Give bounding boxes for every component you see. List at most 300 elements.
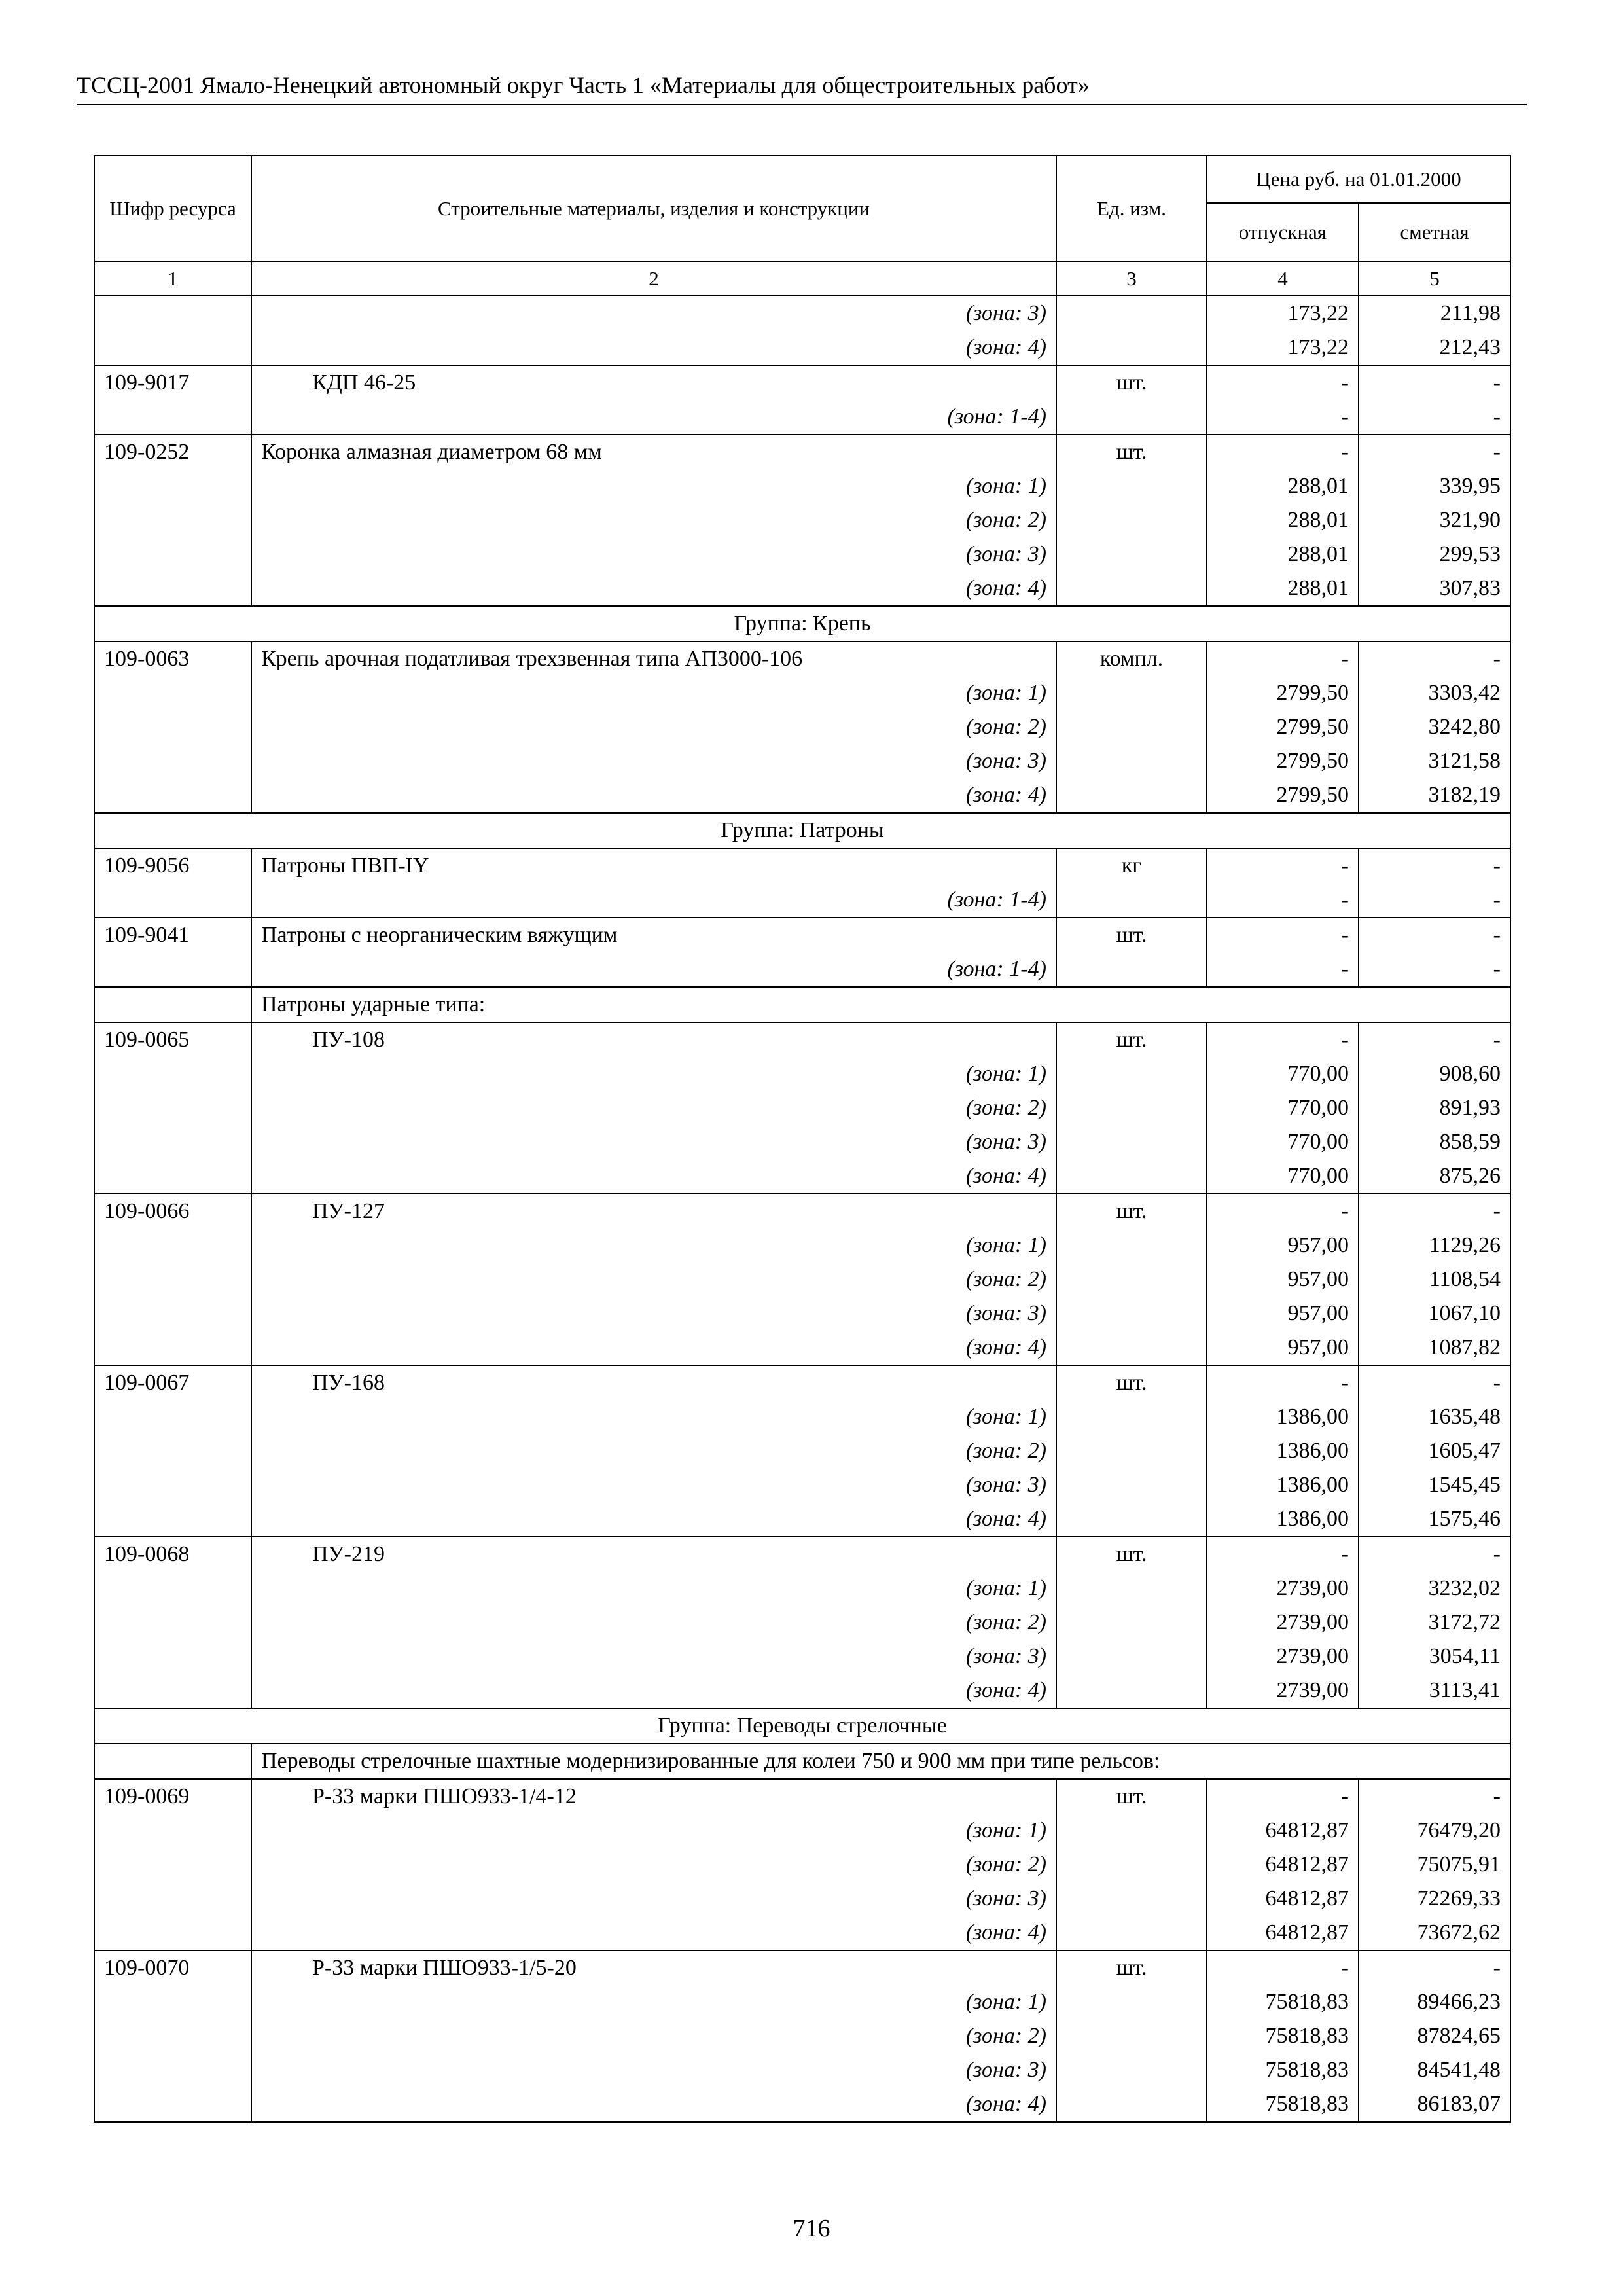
resource-code (94, 2053, 251, 2087)
unit-cell (1056, 1640, 1207, 1674)
release-price: 75818,83 (1207, 2053, 1359, 2087)
release-price: 770,00 (1207, 1159, 1359, 1194)
zone-label: (зона: 3) (251, 1125, 1056, 1159)
col-header-price: Цена руб. на 01.01.2000 (1207, 156, 1510, 203)
zone-label: (зона: 1) (251, 1985, 1056, 2019)
estimate-price: 1635,48 (1359, 1400, 1510, 1434)
release-price: 770,00 (1207, 1091, 1359, 1125)
unit-cell (1056, 1434, 1207, 1468)
unit-cell (1056, 1985, 1207, 2019)
zone-row (94, 1674, 1510, 1708)
zone-label: (зона: 1-4) (251, 952, 1056, 987)
unit-cell: кг (1056, 848, 1207, 883)
col-number: 4 (1207, 262, 1359, 296)
estimate-price: - (1359, 435, 1510, 469)
resource-code (94, 1605, 251, 1640)
zone-row (94, 1916, 1510, 1950)
estimate-price: 72269,33 (1359, 1882, 1510, 1916)
zone-label: (зона: 1) (251, 1057, 1056, 1091)
release-price: - (1207, 400, 1359, 435)
unit-cell (1056, 331, 1207, 365)
resource-code: 109-0066 (94, 1194, 251, 1229)
zone-row (94, 1400, 1510, 1434)
release-price: - (1207, 435, 1359, 469)
unit-cell: шт. (1056, 1537, 1207, 1571)
table-row (94, 1779, 1510, 1814)
zone-label: (зона: 4) (251, 1502, 1056, 1537)
unit-cell (1056, 1916, 1207, 1950)
zone-label: (зона: 4) (251, 1159, 1056, 1194)
zone-label: (зона: 1-4) (251, 883, 1056, 918)
unit-cell (1056, 1571, 1207, 1605)
release-price: 75818,83 (1207, 2087, 1359, 2122)
zone-label: (зона: 1) (251, 1400, 1056, 1434)
unit-cell (1056, 1125, 1207, 1159)
zone-row (94, 1605, 1510, 1640)
estimate-price: 86183,07 (1359, 2087, 1510, 2122)
subheader-text: Переводы стрелочные шахтные модернизированные для колеи 750 и 900 мм при типе рельсов: (251, 1744, 1510, 1779)
col-header-unit: Ед. изм. (1056, 156, 1207, 262)
release-price: 957,00 (1207, 1297, 1359, 1331)
resource-code (94, 1125, 251, 1159)
release-price: 288,01 (1207, 571, 1359, 606)
col-number: 3 (1056, 262, 1207, 296)
estimate-price: - (1359, 952, 1510, 987)
zone-label: (зона: 4) (251, 778, 1056, 813)
resource-code: 109-9041 (94, 918, 251, 952)
zone-row (94, 1159, 1510, 1194)
group-header-row (94, 813, 1510, 848)
estimate-price: - (1359, 1022, 1510, 1057)
unit-cell (1056, 400, 1207, 435)
unit-cell (1056, 1502, 1207, 1537)
release-price: - (1207, 365, 1359, 400)
release-price: - (1207, 1365, 1359, 1400)
col-header-name: Строительные материалы, изделия и конструкции (251, 156, 1056, 262)
table-row (94, 848, 1510, 883)
resource-name: КДП 46-25 (251, 365, 1056, 400)
group-header-row (94, 1708, 1510, 1744)
resource-code (94, 1091, 251, 1125)
estimate-price: 1545,45 (1359, 1468, 1510, 1502)
release-price: - (1207, 848, 1359, 883)
unit-cell (1056, 537, 1207, 571)
unit-cell: шт. (1056, 1194, 1207, 1229)
col-header-code: Шифр ресурса (94, 156, 251, 262)
resource-code (94, 296, 251, 331)
estimate-price: 875,26 (1359, 1159, 1510, 1194)
zone-row (94, 1331, 1510, 1365)
group-header-row (94, 606, 1510, 641)
estimate-price: - (1359, 1194, 1510, 1229)
zone-row (94, 952, 1510, 987)
resource-code (94, 571, 251, 606)
release-price: - (1207, 1022, 1359, 1057)
release-price: 288,01 (1207, 503, 1359, 537)
resource-code (94, 1331, 251, 1365)
zone-row (94, 1640, 1510, 1674)
unit-cell (1056, 1159, 1207, 1194)
zone-row (94, 571, 1510, 606)
zone-label: (зона: 4) (251, 1331, 1056, 1365)
resource-code: 109-9056 (94, 848, 251, 883)
unit-cell (1056, 744, 1207, 778)
estimate-price: - (1359, 918, 1510, 952)
price-table (94, 155, 1511, 2123)
estimate-price: 1605,47 (1359, 1434, 1510, 1468)
estimate-price: 1129,26 (1359, 1229, 1510, 1263)
estimate-price: 3113,41 (1359, 1674, 1510, 1708)
resource-code (94, 1571, 251, 1605)
zone-row (94, 503, 1510, 537)
resource-code (94, 2019, 251, 2053)
zone-row (94, 400, 1510, 435)
zone-row (94, 710, 1510, 744)
resource-code: 109-0067 (94, 1365, 251, 1400)
zone-row (94, 1814, 1510, 1848)
zone-label: (зона: 1) (251, 469, 1056, 503)
zone-label: (зона: 3) (251, 2053, 1056, 2087)
zone-label: (зона: 4) (251, 571, 1056, 606)
table-row (94, 435, 1510, 469)
estimate-price: 1108,54 (1359, 1263, 1510, 1297)
zone-label: (зона: 1) (251, 1814, 1056, 1848)
release-price: 64812,87 (1207, 1848, 1359, 1882)
release-price: 2739,00 (1207, 1674, 1359, 1708)
release-price: 288,01 (1207, 469, 1359, 503)
zone-label: (зона: 4) (251, 2087, 1056, 2122)
estimate-price: 3242,80 (1359, 710, 1510, 744)
estimate-price: 3121,58 (1359, 744, 1510, 778)
zone-row (94, 1468, 1510, 1502)
resource-code (94, 676, 251, 710)
estimate-price: 212,43 (1359, 331, 1510, 365)
unit-cell (1056, 1331, 1207, 1365)
resource-name: ПУ-127 (251, 1194, 1056, 1229)
zone-label: (зона: 3) (251, 1640, 1056, 1674)
estimate-price: - (1359, 848, 1510, 883)
col-number: 5 (1359, 262, 1510, 296)
resource-code (94, 1916, 251, 1950)
release-price: 957,00 (1207, 1229, 1359, 1263)
release-price: 2799,50 (1207, 710, 1359, 744)
zone-label: (зона: 2) (251, 1091, 1056, 1125)
unit-cell: компл. (1056, 641, 1207, 676)
subheader-text: Патроны ударные типа: (251, 987, 1510, 1022)
release-price: 173,22 (1207, 296, 1359, 331)
group-title: Группа: Переводы стрелочные (94, 1708, 1510, 1744)
zone-label: (зона: 3) (251, 1297, 1056, 1331)
unit-cell (1056, 296, 1207, 331)
resource-code (94, 987, 251, 1022)
resource-code (94, 952, 251, 987)
release-price: 64812,87 (1207, 1882, 1359, 1916)
resource-name: Патроны с неорганическим вяжущим (251, 918, 1056, 952)
release-price: 2799,50 (1207, 778, 1359, 813)
zone-label: (зона: 4) (251, 1674, 1056, 1708)
zone-row (94, 469, 1510, 503)
unit-cell (1056, 1057, 1207, 1091)
page-number: 716 (793, 2215, 830, 2242)
resource-code (94, 1848, 251, 1882)
resource-name: ПУ-168 (251, 1365, 1056, 1400)
zone-row (94, 2053, 1510, 2087)
unit-cell: шт. (1056, 1022, 1207, 1057)
zone-label: (зона: 2) (251, 1263, 1056, 1297)
estimate-price: 299,53 (1359, 537, 1510, 571)
resource-code (94, 1985, 251, 2019)
zone-label: (зона: 1-4) (251, 400, 1056, 435)
release-price: 2739,00 (1207, 1605, 1359, 1640)
unit-cell (1056, 778, 1207, 813)
zone-row (94, 744, 1510, 778)
unit-cell (1056, 710, 1207, 744)
release-price: - (1207, 883, 1359, 918)
unit-cell (1056, 1229, 1207, 1263)
column-number-row (94, 262, 1510, 296)
estimate-price: - (1359, 400, 1510, 435)
unit-cell (1056, 503, 1207, 537)
estimate-price: 908,60 (1359, 1057, 1510, 1091)
estimate-price: - (1359, 641, 1510, 676)
resource-code (94, 778, 251, 813)
zone-row (94, 296, 1510, 331)
zone-label: (зона: 3) (251, 537, 1056, 571)
estimate-price: 75075,91 (1359, 1848, 1510, 1882)
zone-row (94, 537, 1510, 571)
unit-cell (1056, 2019, 1207, 2053)
zone-row (94, 1125, 1510, 1159)
release-price: 1386,00 (1207, 1400, 1359, 1434)
estimate-price: 858,59 (1359, 1125, 1510, 1159)
unit-cell: шт. (1056, 1365, 1207, 1400)
unit-cell (1056, 1605, 1207, 1640)
unit-cell (1056, 2053, 1207, 2087)
estimate-price: - (1359, 365, 1510, 400)
estimate-price: 1087,82 (1359, 1331, 1510, 1365)
zone-row (94, 2087, 1510, 2122)
zone-row (94, 1434, 1510, 1468)
release-price: 1386,00 (1207, 1434, 1359, 1468)
unit-cell (1056, 1091, 1207, 1125)
estimate-price: 1067,10 (1359, 1297, 1510, 1331)
estimate-price: 87824,65 (1359, 2019, 1510, 2053)
zone-label: (зона: 2) (251, 1434, 1056, 1468)
zone-label: (зона: 2) (251, 1848, 1056, 1882)
release-price: 957,00 (1207, 1263, 1359, 1297)
estimate-price: 891,93 (1359, 1091, 1510, 1125)
estimate-price: - (1359, 1950, 1510, 1985)
subheader-row (94, 987, 1510, 1022)
release-price: 2799,50 (1207, 676, 1359, 710)
release-price: 2739,00 (1207, 1640, 1359, 1674)
table-row (94, 1365, 1510, 1400)
release-price: 75818,83 (1207, 1985, 1359, 2019)
release-price: 1386,00 (1207, 1468, 1359, 1502)
zone-row (94, 1848, 1510, 1882)
zone-row (94, 883, 1510, 918)
release-price: - (1207, 918, 1359, 952)
resource-name: Коронка алмазная диаметром 68 мм (251, 435, 1056, 469)
resource-code (94, 400, 251, 435)
unit-cell: шт. (1056, 365, 1207, 400)
zone-label: (зона: 4) (251, 331, 1056, 365)
unit-cell (1056, 1297, 1207, 1331)
col-number: 2 (251, 262, 1056, 296)
zone-label: (зона: 3) (251, 744, 1056, 778)
resource-code (94, 1468, 251, 1502)
table-row (94, 365, 1510, 400)
release-price: 1386,00 (1207, 1502, 1359, 1537)
resource-code (94, 1814, 251, 1848)
unit-cell (1056, 1814, 1207, 1848)
zone-label: (зона: 3) (251, 296, 1056, 331)
unit-cell (1056, 1400, 1207, 1434)
estimate-price: 3232,02 (1359, 1571, 1510, 1605)
resource-name: Крепь арочная податливая трехзвенная типа АП3000-106 (251, 641, 1056, 676)
estimate-price: 3172,72 (1359, 1605, 1510, 1640)
resource-code (94, 883, 251, 918)
release-price: 64812,87 (1207, 1916, 1359, 1950)
resource-name: ПУ-219 (251, 1537, 1056, 1571)
zone-row (94, 1263, 1510, 1297)
estimate-price: 3182,19 (1359, 778, 1510, 813)
estimate-price: 1575,46 (1359, 1502, 1510, 1537)
zone-row (94, 2019, 1510, 2053)
unit-cell (1056, 1263, 1207, 1297)
table-row (94, 1537, 1510, 1571)
header-rule (77, 104, 1527, 105)
resource-code (94, 1159, 251, 1194)
estimate-price: - (1359, 1365, 1510, 1400)
zone-row (94, 778, 1510, 813)
resource-code (94, 331, 251, 365)
zone-row (94, 1057, 1510, 1091)
unit-cell (1056, 1882, 1207, 1916)
zone-row (94, 1882, 1510, 1916)
estimate-price: - (1359, 1537, 1510, 1571)
resource-code (94, 503, 251, 537)
resource-code (94, 1297, 251, 1331)
resource-name: Р-33 марки ПШО933-1/5-20 (251, 1950, 1056, 1985)
zone-row (94, 331, 1510, 365)
subheader-row (94, 1744, 1510, 1779)
resource-code (94, 537, 251, 571)
unit-cell (1056, 1674, 1207, 1708)
estimate-price: 76479,20 (1359, 1814, 1510, 1848)
resource-name: Патроны ПВП-IY (251, 848, 1056, 883)
resource-code (94, 1502, 251, 1537)
zone-row (94, 1297, 1510, 1331)
resource-code: 109-0069 (94, 1779, 251, 1814)
unit-cell (1056, 571, 1207, 606)
zone-label: (зона: 2) (251, 710, 1056, 744)
zone-label: (зона: 3) (251, 1468, 1056, 1502)
unit-cell (1056, 1468, 1207, 1502)
resource-code (94, 469, 251, 503)
zone-label: (зона: 2) (251, 1605, 1056, 1640)
table-row (94, 641, 1510, 676)
release-price: 957,00 (1207, 1331, 1359, 1365)
col-header-release: отпускная (1207, 203, 1359, 262)
unit-cell (1056, 676, 1207, 710)
page-header-title: ТССЦ-2001 Ямало-Ненецкий автономный округ Часть 1 «Материалы для общестроительных работ» (77, 72, 1090, 98)
group-title: Группа: Крепь (94, 606, 1510, 641)
unit-cell: шт. (1056, 1779, 1207, 1814)
table-row (94, 918, 1510, 952)
resource-code: 109-0063 (94, 641, 251, 676)
release-price: 64812,87 (1207, 1814, 1359, 1848)
zone-row (94, 1571, 1510, 1605)
release-price: 770,00 (1207, 1125, 1359, 1159)
unit-cell: шт. (1056, 1950, 1207, 1985)
table-header (94, 156, 1510, 296)
table-body (94, 296, 1510, 2122)
group-title: Группа: Патроны (94, 813, 1510, 848)
resource-code (94, 1263, 251, 1297)
resource-code (94, 744, 251, 778)
unit-cell: шт. (1056, 918, 1207, 952)
resource-code: 109-0070 (94, 1950, 251, 1985)
zone-label: (зона: 1) (251, 1571, 1056, 1605)
table-row (94, 1194, 1510, 1229)
resource-name: Р-33 марки ПШО933-1/4-12 (251, 1779, 1056, 1814)
resource-code: 109-9017 (94, 365, 251, 400)
resource-code: 109-0065 (94, 1022, 251, 1057)
table-row (94, 1950, 1510, 1985)
zone-row (94, 1502, 1510, 1537)
release-price: 770,00 (1207, 1057, 1359, 1091)
zone-label: (зона: 4) (251, 1916, 1056, 1950)
estimate-price: 307,83 (1359, 571, 1510, 606)
release-price: 2739,00 (1207, 1571, 1359, 1605)
resource-code (94, 2087, 251, 2122)
estimate-price: - (1359, 883, 1510, 918)
resource-code: 109-0252 (94, 435, 251, 469)
unit-cell (1056, 2087, 1207, 2122)
unit-cell (1056, 1848, 1207, 1882)
resource-code (94, 1640, 251, 1674)
estimate-price: 339,95 (1359, 469, 1510, 503)
estimate-price: 84541,48 (1359, 2053, 1510, 2087)
release-price: - (1207, 1950, 1359, 1985)
estimate-price: - (1359, 1779, 1510, 1814)
release-price: 173,22 (1207, 331, 1359, 365)
resource-code (94, 1229, 251, 1263)
zone-label: (зона: 1) (251, 1229, 1056, 1263)
release-price: - (1207, 1537, 1359, 1571)
zone-row (94, 1229, 1510, 1263)
resource-name: ПУ-108 (251, 1022, 1056, 1057)
zone-label: (зона: 2) (251, 503, 1056, 537)
resource-code (94, 1057, 251, 1091)
resource-code (94, 710, 251, 744)
estimate-price: 89466,23 (1359, 1985, 1510, 2019)
unit-cell (1056, 952, 1207, 987)
zone-row (94, 1091, 1510, 1125)
release-price: - (1207, 641, 1359, 676)
resource-code (94, 1882, 251, 1916)
resource-code (94, 1434, 251, 1468)
estimate-price: 73672,62 (1359, 1916, 1510, 1950)
release-price: 2799,50 (1207, 744, 1359, 778)
zone-row (94, 676, 1510, 710)
col-header-estimate: сметная (1359, 203, 1510, 262)
resource-code: 109-0068 (94, 1537, 251, 1571)
zone-label: (зона: 3) (251, 1882, 1056, 1916)
estimate-price: 321,90 (1359, 503, 1510, 537)
zone-label: (зона: 1) (251, 676, 1056, 710)
